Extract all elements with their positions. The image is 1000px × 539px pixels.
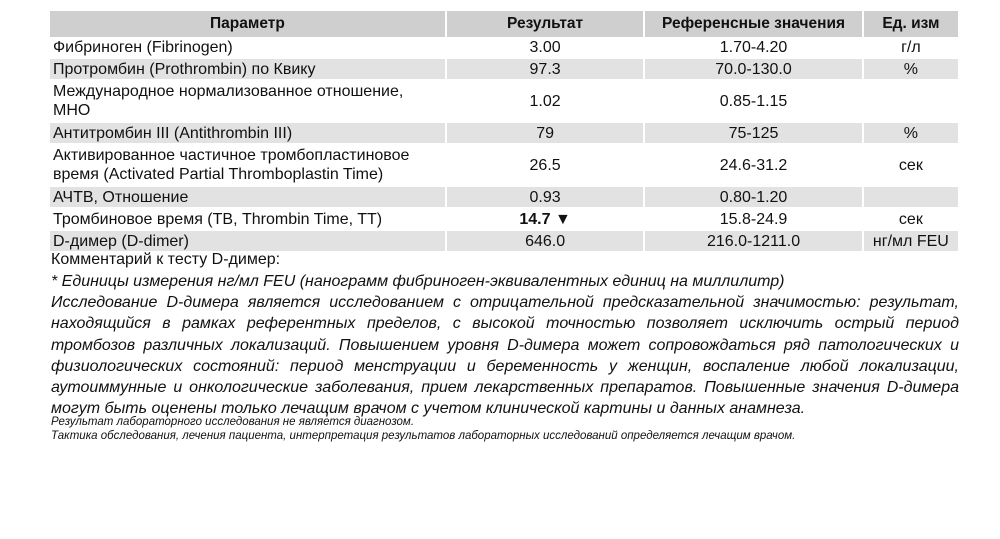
param-cell: Антитромбин III (Antithrombin III)	[50, 123, 445, 145]
header-param: Параметр	[50, 11, 445, 37]
result-cell: 0.93	[447, 187, 643, 209]
disclaimer-line-1: Результат лабораторного исследования не является диагнозом.	[51, 416, 415, 428]
disclaimer-line-2: Тактика обследования, лечения пациента, интерпретация результатов лабораторных исследований определяется лечащим врачом.	[51, 430, 796, 442]
unit-cell: нг/мл FEU	[864, 231, 958, 253]
table-row	[50, 209, 958, 231]
table-row	[50, 187, 958, 209]
table-row	[50, 81, 958, 123]
unit-cell	[864, 81, 958, 123]
results-table	[48, 11, 960, 253]
unit-cell: %	[864, 59, 958, 81]
unit-cell: г/л	[864, 37, 958, 59]
ref-cell: 0.85-1.15	[645, 81, 861, 123]
result-cell: 3.00	[447, 37, 643, 59]
comment-paragraph: Исследование D-димера является исследованием с отрицательной предсказательной значимостью: результат, находящийся в рамках референтных пределов, с высокой точностью позволяет исключить острый период тромбозов различных локализаций. Повышением уровня D-димера может сопровождаться ряд патологических и физиологических состояний: период менструации и беременность у женщин, воспаление любой локализации, аутоиммунные и онкологические заболевания, прием лекарственных препаратов. Повышенные значения D-димера могут быть оценены только лечащим врачом с учетом клинической картины и данных анамнеза.	[51, 294, 959, 418]
header-unit: Ед. изм	[864, 11, 958, 37]
ref-cell: 70.0-130.0	[645, 59, 861, 81]
table-row	[50, 231, 958, 253]
table-row	[50, 37, 958, 59]
header-ref: Референсные значения	[645, 11, 861, 37]
ref-cell: 0.80-1.20	[645, 187, 861, 209]
unit-cell: %	[864, 123, 958, 145]
units-note: * Единицы измерения нг/мл FEU (нанограмм фибриноген-эквивалентных единиц на миллилитр)	[51, 273, 785, 290]
param-cell: Фибриноген (Fibrinogen)	[50, 37, 445, 59]
ref-cell: 75-125	[645, 123, 861, 145]
result-cell: 26.5	[447, 145, 643, 187]
param-cell: Международное нормализованное отношение, МНО	[50, 81, 445, 123]
param-cell: Протромбин (Prothrombin) по Квику	[50, 59, 445, 81]
table-header-row	[50, 11, 958, 37]
table-row	[50, 59, 958, 81]
comment-title: Комментарий к тесту D-димер:	[51, 251, 281, 268]
header-result: Результат	[447, 11, 643, 37]
result-cell-flagged-low: 14.7 ▼	[447, 209, 643, 231]
param-cell: Активированное частичное тромбопластиновое время (Activated Partial Thromboplastin Time)	[50, 145, 445, 187]
ref-cell: 15.8-24.9	[645, 209, 861, 231]
ref-cell: 1.70-4.20	[645, 37, 861, 59]
table-row	[50, 123, 958, 145]
table-row	[50, 145, 958, 187]
unit-cell: сек	[864, 145, 958, 187]
unit-cell	[864, 187, 958, 209]
result-cell: 646.0	[447, 231, 643, 253]
unit-cell: сек	[864, 209, 958, 231]
param-cell: D-димер (D-dimer)	[50, 231, 445, 253]
result-cell: 79	[447, 123, 643, 145]
result-cell: 97.3	[447, 59, 643, 81]
result-cell: 1.02	[447, 81, 643, 123]
ref-cell: 24.6-31.2	[645, 145, 861, 187]
ref-cell: 216.0-1211.0	[645, 231, 861, 253]
param-cell: АЧТВ, Отношение	[50, 187, 445, 209]
param-cell: Тромбиновое время (ТВ, Thrombin Time, TT)	[50, 209, 445, 231]
